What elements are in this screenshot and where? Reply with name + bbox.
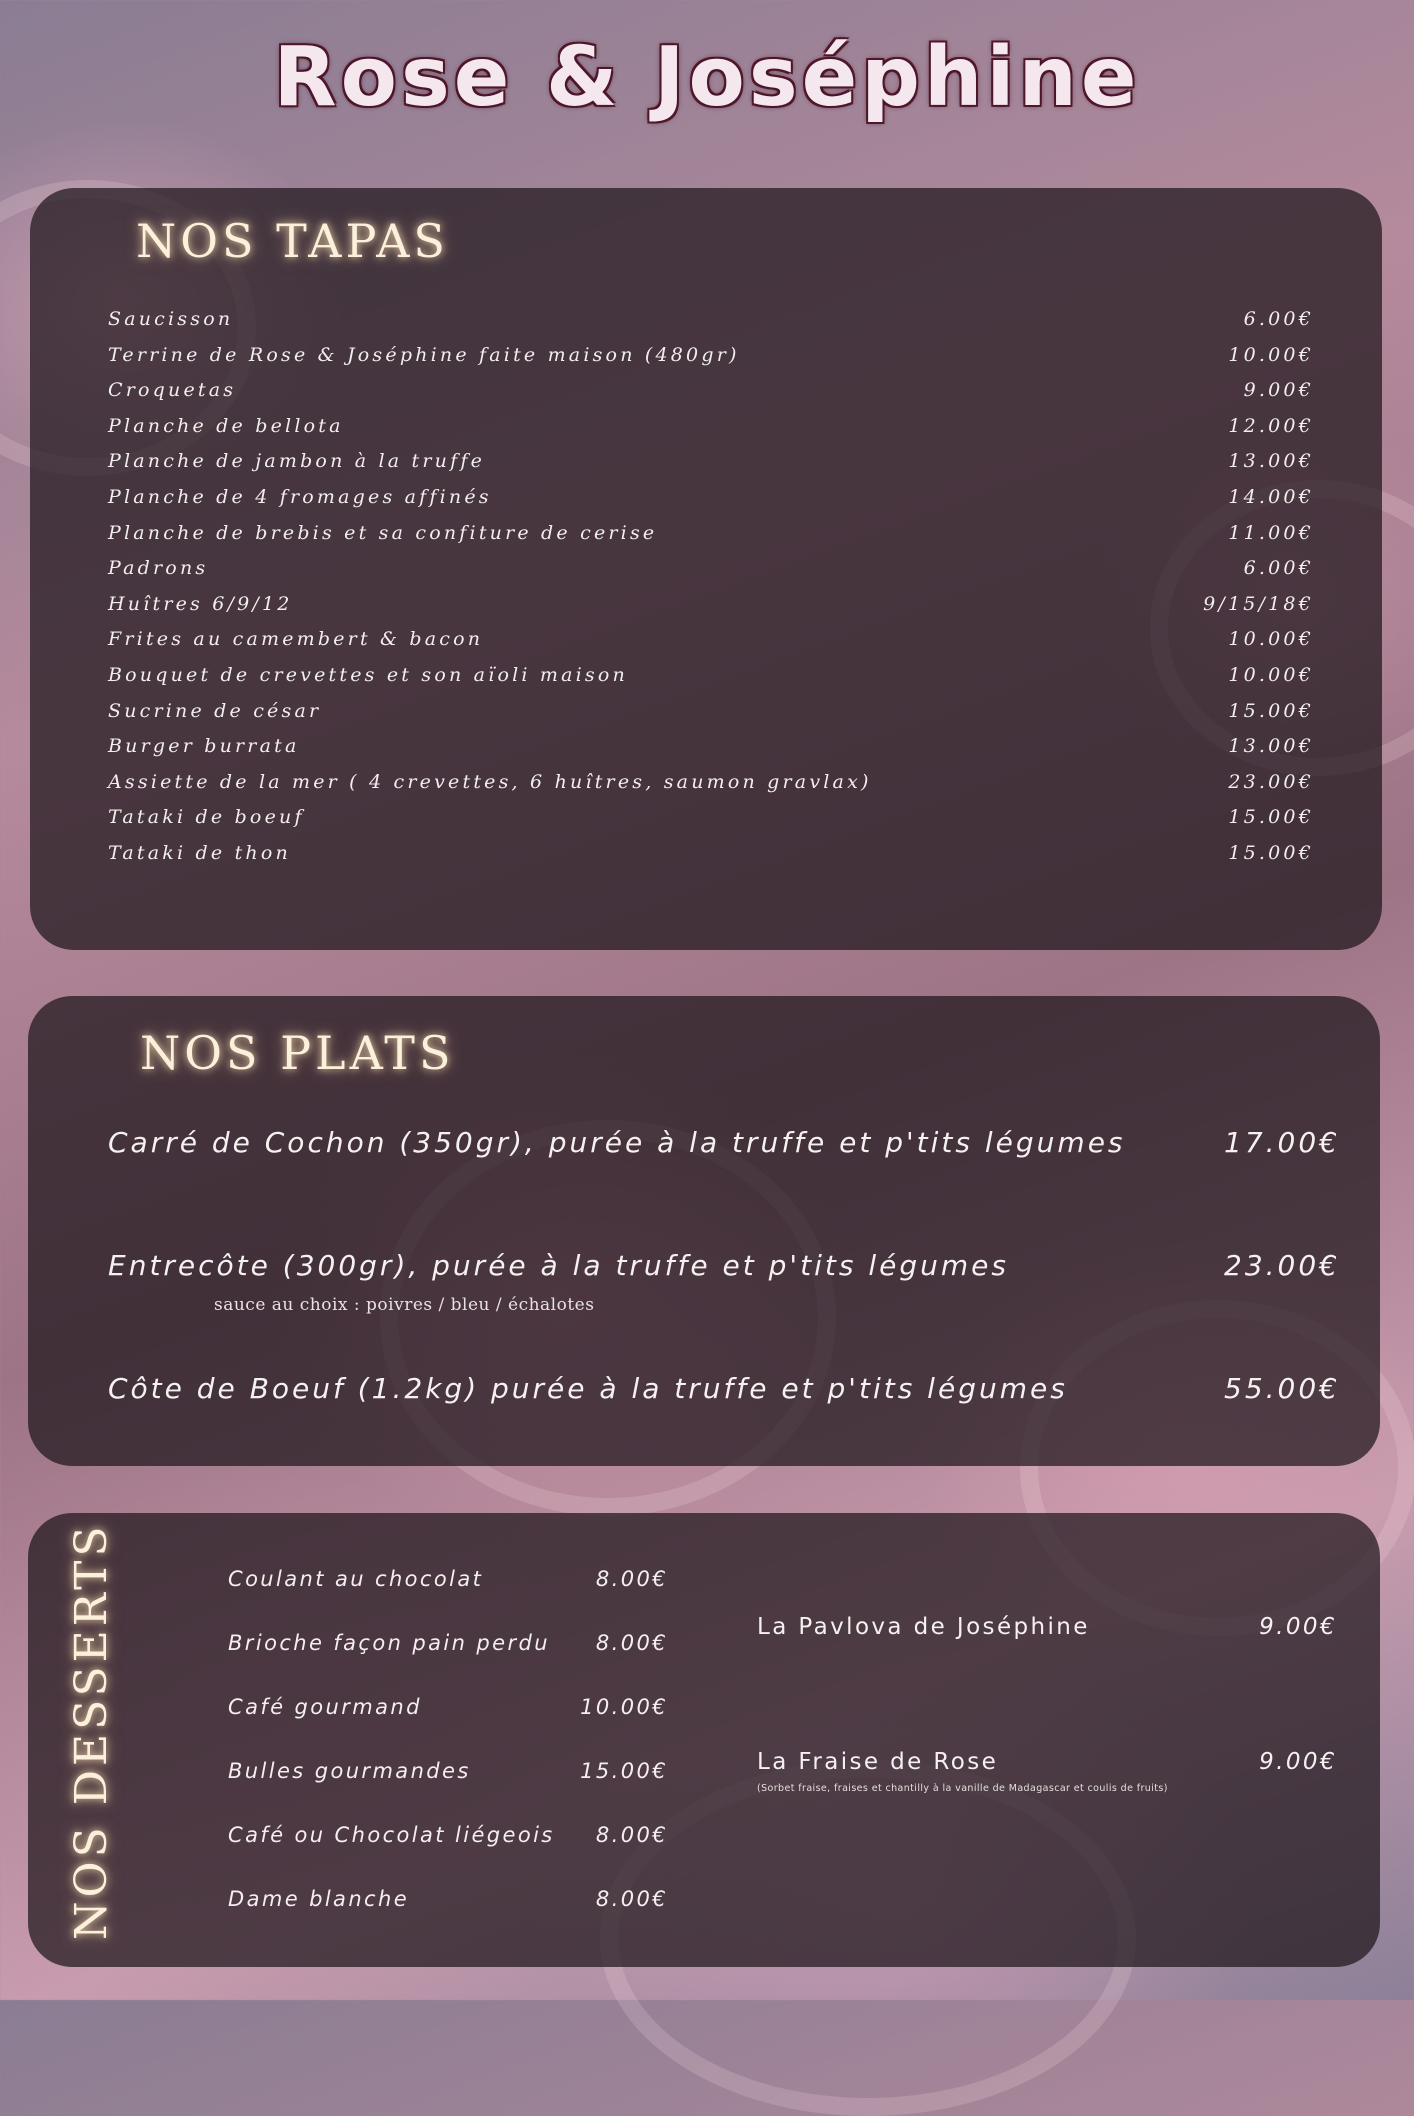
tapas-item bbox=[108, 308, 1314, 344]
item-name: Croquetas bbox=[108, 379, 237, 402]
item-name: Côte de Boeuf (1.2kg) purée à la truffe et p'tits légumes bbox=[108, 1372, 1068, 1405]
item-name: La Fraise de Rose bbox=[757, 1749, 999, 1775]
item-name: Planche de brebis et sa confiture de cerise bbox=[108, 521, 658, 544]
tapas-item bbox=[108, 593, 1314, 629]
item-name: Brioche façon pain perdu bbox=[228, 1631, 550, 1655]
item-name: Café gourmand bbox=[228, 1695, 422, 1719]
item-price: 9/15/18€ bbox=[1203, 592, 1314, 615]
item-name: Carré de Cochon (350gr), purée à la truffe et p'tits légumes bbox=[108, 1126, 1126, 1159]
item-price: 55.00€ bbox=[1224, 1372, 1340, 1405]
plat-item bbox=[108, 1126, 1340, 1176]
item-name: Bulles gourmandes bbox=[228, 1759, 471, 1783]
item-name: Planche de bellota bbox=[108, 414, 344, 437]
item-price: 6.00€ bbox=[1243, 308, 1314, 330]
item-price: 15.00€ bbox=[1228, 806, 1314, 829]
item-name: La Pavlova de Joséphine bbox=[757, 1614, 1090, 1640]
item-price: 10.00€ bbox=[1228, 628, 1314, 651]
item-price: 23.00€ bbox=[1228, 770, 1314, 793]
tapas-panel bbox=[30, 188, 1382, 950]
dessert-item bbox=[228, 1887, 668, 1923]
dessert-special-item bbox=[757, 1614, 1337, 1654]
item-name: Burger burrata bbox=[108, 735, 300, 758]
item-price: 13.00€ bbox=[1228, 450, 1314, 473]
tapas-item bbox=[108, 664, 1314, 700]
item-price: 11.00€ bbox=[1228, 521, 1314, 544]
item-name: Tataki de boeuf bbox=[108, 806, 305, 829]
plat-item bbox=[108, 1249, 1340, 1299]
item-name: Huîtres 6/9/12 bbox=[108, 592, 293, 615]
item-price: 10.00€ bbox=[1228, 343, 1314, 366]
item-name: Entrecôte (300gr), purée à la truffe et p'tits légumes bbox=[108, 1249, 1009, 1282]
item-price: 12.00€ bbox=[1228, 414, 1314, 437]
item-name: Tataki de thon bbox=[108, 842, 291, 864]
dessert-item bbox=[228, 1823, 668, 1859]
tapas-item bbox=[108, 415, 1314, 451]
tapas-item bbox=[108, 450, 1314, 486]
item-price: 8.00€ bbox=[595, 1631, 668, 1655]
plat-item bbox=[108, 1372, 1340, 1422]
item-name: Padrons bbox=[108, 557, 209, 580]
item-price: 10.00€ bbox=[1228, 664, 1314, 686]
dessert-item bbox=[228, 1759, 668, 1795]
item-name: Café ou Chocolat liégeois bbox=[228, 1823, 555, 1847]
tapas-item bbox=[108, 557, 1314, 593]
item-price: 15.00€ bbox=[1228, 842, 1314, 864]
item-name: Frites au camembert & bacon bbox=[108, 628, 484, 651]
tapas-item bbox=[108, 842, 1314, 878]
tapas-item bbox=[108, 522, 1314, 558]
dessert-item bbox=[228, 1631, 668, 1667]
item-price: 15.00€ bbox=[1228, 699, 1314, 722]
item-name: Coulant au chocolat bbox=[228, 1567, 484, 1591]
item-name: Terrine de Rose & Joséphine faite maison (480gr) bbox=[108, 343, 740, 366]
item-name: Planche de jambon à la truffe bbox=[108, 450, 486, 473]
plats-panel bbox=[28, 996, 1380, 1466]
plat-item-note: sauce au choix : poivres / bleu / échalotes bbox=[214, 1295, 595, 1315]
item-price: 23.00€ bbox=[1224, 1249, 1340, 1282]
plats-heading: NOS PLATS bbox=[140, 1026, 455, 1080]
item-price: 8.00€ bbox=[595, 1567, 668, 1591]
tapas-item bbox=[108, 700, 1314, 736]
item-name: Assiette de la mer ( 4 crevettes, 6 huîtres, saumon gravlax) bbox=[108, 770, 872, 793]
item-price: 9.00€ bbox=[1243, 379, 1314, 402]
item-name: Dame blanche bbox=[228, 1887, 410, 1911]
item-name: Bouquet de crevettes et son aïoli maison bbox=[108, 664, 628, 686]
item-price: 8.00€ bbox=[595, 1823, 668, 1847]
tapas-item bbox=[108, 379, 1314, 415]
dessert-item bbox=[228, 1695, 668, 1731]
tapas-item bbox=[108, 628, 1314, 664]
item-price: 8.00€ bbox=[595, 1887, 668, 1911]
dessert-item bbox=[228, 1567, 668, 1603]
item-name: Saucisson bbox=[108, 308, 234, 330]
item-price: 10.00€ bbox=[580, 1695, 668, 1719]
item-price: 9.00€ bbox=[1259, 1749, 1337, 1775]
tapas-item bbox=[108, 806, 1314, 842]
tapas-item bbox=[108, 771, 1314, 807]
item-price: 17.00€ bbox=[1224, 1126, 1340, 1159]
item-price: 15.00€ bbox=[580, 1759, 668, 1783]
item-name: Sucrine de césar bbox=[108, 699, 322, 722]
desserts-heading: NOS DESSERTS bbox=[66, 1522, 117, 1940]
item-price: 6.00€ bbox=[1243, 557, 1314, 580]
item-price: 9.00€ bbox=[1259, 1614, 1337, 1640]
restaurant-name-logo: Rose & Joséphine bbox=[273, 30, 1141, 125]
tapas-item bbox=[108, 486, 1314, 522]
tapas-item bbox=[108, 735, 1314, 771]
item-price: 14.00€ bbox=[1228, 486, 1314, 508]
desserts-panel bbox=[28, 1513, 1380, 1967]
tapas-heading: NOS TAPAS bbox=[136, 214, 449, 268]
tapas-item bbox=[108, 344, 1314, 380]
item-price: 13.00€ bbox=[1228, 735, 1314, 758]
dessert-special-note: (Sorbet fraise, fraises et chantilly à la vanille de Madagascar et coulis de fruits) bbox=[757, 1783, 1168, 1794]
item-name: Planche de 4 fromages affinés bbox=[108, 486, 492, 508]
